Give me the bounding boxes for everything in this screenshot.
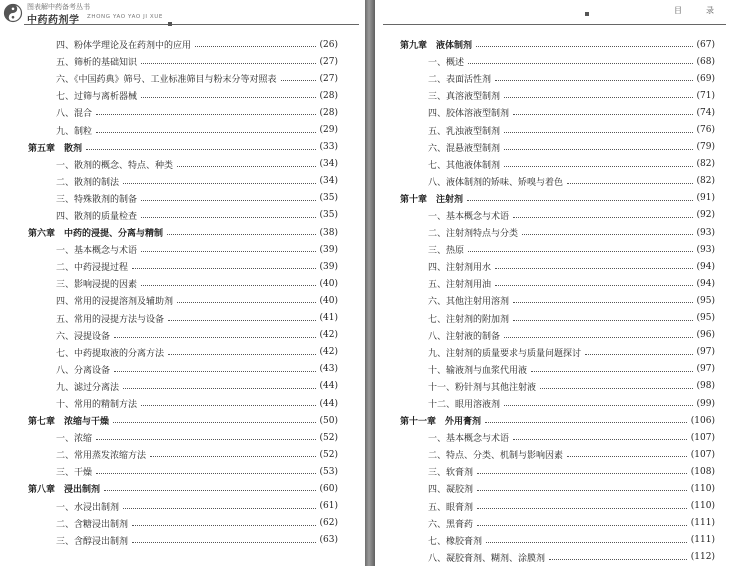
toc-section-entry (28, 446, 338, 463)
toc-page-number: (41) (319, 313, 338, 324)
toc-entry-title: 七、中药提取液的分离方法 (56, 348, 165, 359)
toc-section-entry (400, 156, 715, 173)
toc-page-number: (111) (690, 535, 715, 546)
toc-page-number: (82) (696, 159, 715, 170)
toc-section-entry (400, 241, 715, 258)
toc-entry-title: 一、散剂的概念、特点、种类 (56, 160, 174, 171)
toc-entry-title: 八、分离设备 (56, 365, 111, 376)
toc-page-number: (67) (696, 39, 715, 50)
toc-dot-leader (123, 508, 316, 509)
toc-page-number: (33) (319, 142, 338, 153)
toc-page-number: (52) (319, 449, 338, 460)
toc-page-number: (53) (319, 466, 338, 477)
toc-entry-title: 三、影响浸提的因素 (56, 280, 138, 291)
toc-page-number: (44) (319, 398, 338, 409)
toc-dot-leader (567, 183, 693, 184)
toc-dot-leader (495, 80, 693, 81)
toc-page-number: (97) (696, 347, 715, 358)
toc-section-entry (400, 292, 715, 309)
toc-page-number: (44) (319, 381, 338, 392)
toc-section-entry (28, 361, 338, 378)
toc-entry-title: 二、表面活性剂 (428, 75, 492, 86)
toc-dot-leader (132, 268, 316, 269)
toc-page-number: (50) (319, 415, 338, 426)
toc-section-entry (28, 515, 338, 532)
toc-page-number: (43) (319, 364, 338, 375)
toc-entry-title: 九、滤过分离法 (56, 382, 120, 393)
toc-page-number: (112) (690, 552, 715, 563)
toc-page-number: (28) (319, 90, 338, 101)
toc-entry-title: 八、凝胶膏剂、糊剂、涂膜剂 (428, 553, 546, 564)
toc-page-number: (107) (690, 449, 715, 460)
toc-page-number: (61) (319, 501, 338, 512)
toc-section-entry (28, 70, 338, 87)
toc-entry-title: 七、注射剂的附加剂 (428, 314, 510, 325)
toc-entry-title: 第八章 浸出制剂 (28, 485, 101, 496)
toc-page-number: (63) (319, 535, 338, 546)
toc-dot-leader (96, 473, 316, 474)
toc-page-number: (38) (319, 227, 338, 238)
toc-page-number: (74) (696, 107, 715, 118)
toc-section-entry (28, 207, 338, 224)
toc-dot-leader (522, 234, 693, 235)
toc-dot-leader (486, 542, 687, 543)
toc-dot-leader (513, 320, 693, 321)
toc-section-entry (400, 429, 715, 446)
toc-dot-leader (132, 525, 316, 526)
toc-page-number: (91) (696, 193, 715, 204)
toc-page-number: (40) (319, 278, 338, 289)
toc-chapter-entry (28, 412, 338, 429)
toc-entry-title: 五、乳浊液型制剂 (428, 126, 501, 137)
toc-section-entry (400, 310, 715, 327)
toc-page-number: (34) (319, 176, 338, 187)
toc-entry-title: 三、真溶液型制剂 (428, 92, 501, 103)
toc-section-entry (400, 480, 715, 497)
toc-dot-leader (167, 234, 316, 235)
toc-entry-title: 七、其他液体制剂 (428, 160, 501, 171)
toc-dot-leader (504, 405, 693, 406)
toc-list-left (28, 36, 338, 549)
toc-page-number: (110) (690, 501, 715, 512)
toc-page-number: (71) (696, 90, 715, 101)
toc-section-entry (28, 378, 338, 395)
toc-dot-leader (86, 149, 316, 150)
toc-page-number: (62) (319, 518, 338, 529)
toc-section-entry (28, 532, 338, 549)
toc-dot-leader (513, 302, 693, 303)
toc-entry-title: 三、特殊散剂的制备 (56, 194, 138, 205)
book-title-pinyin: ZHONG YAO YAO JI XUE (87, 14, 163, 20)
toc-dot-leader (513, 439, 687, 440)
toc-section-entry (400, 173, 715, 190)
toc-entry-title: 第五章 散剂 (28, 143, 83, 154)
toc-section-entry (28, 463, 338, 480)
toc-entry-title: 六、黑膏药 (428, 519, 474, 530)
toc-entry-title: 二、散剂的制法 (56, 177, 120, 188)
toc-entry-title: 五、筛析的基础知识 (56, 58, 138, 69)
toc-dot-leader (468, 63, 693, 64)
toc-list-right (400, 36, 715, 566)
toc-entry-title: 二、特点、分类、机制与影响因素 (428, 451, 564, 462)
toc-entry-title: 四、胶体溶液型制剂 (428, 109, 510, 120)
toc-dot-leader (141, 63, 316, 64)
toc-dot-leader (585, 354, 693, 355)
toc-dot-leader (141, 285, 316, 286)
toc-chapter-entry (28, 480, 338, 497)
toc-section-entry (28, 36, 338, 53)
toc-entry-title: 二、含糖浸出制剂 (56, 519, 129, 530)
header-rule-marker (168, 22, 172, 26)
toc-entry-title: 十一、粉针剂与其他注射液 (428, 382, 537, 393)
toc-page-number: (69) (696, 73, 715, 84)
toc-dot-leader (513, 114, 693, 115)
toc-dot-leader (141, 200, 316, 201)
toc-dot-leader (485, 422, 687, 423)
toc-entry-title: 一、概述 (428, 58, 465, 69)
toc-dot-leader (141, 251, 316, 252)
toc-section-entry (400, 139, 715, 156)
toc-page-number: (39) (319, 261, 338, 272)
toc-dot-leader (114, 371, 316, 372)
toc-page-number: (94) (696, 261, 715, 272)
book-title: 中药药剂学 (27, 15, 80, 26)
toc-section-entry (28, 310, 338, 327)
toc-entry-title: 十、常用的精制方法 (56, 400, 138, 411)
toc-page-number: (34) (319, 159, 338, 170)
toc-dot-leader (177, 166, 316, 167)
toc-dot-leader (96, 132, 316, 133)
toc-entry-title: 第六章 中药的浸提、分离与精制 (28, 229, 164, 240)
book-series-logo (3, 3, 23, 23)
toc-chapter-entry (28, 139, 338, 156)
toc-dot-leader (504, 166, 693, 167)
toc-entry-title: 二、注射剂特点与分类 (428, 229, 519, 240)
toc-page-number: (35) (319, 193, 338, 204)
toc-heading: 目 录 (674, 6, 722, 15)
toc-dot-leader (549, 559, 687, 560)
toc-section-entry (28, 292, 338, 309)
toc-dot-leader (477, 525, 687, 526)
toc-section-entry (400, 207, 715, 224)
toc-section-entry (400, 87, 715, 104)
toc-dot-leader (195, 46, 316, 47)
toc-dot-leader (513, 217, 693, 218)
toc-page-number: (92) (696, 210, 715, 221)
toc-section-entry (400, 378, 715, 395)
toc-section-entry (400, 275, 715, 292)
toc-page-number: (106) (690, 415, 715, 426)
toc-section-entry (28, 53, 338, 70)
toc-page-number: (68) (696, 56, 715, 67)
toc-page-number: (107) (690, 432, 715, 443)
toc-section-entry (28, 104, 338, 121)
toc-section-entry (400, 532, 715, 549)
toc-entry-title: 第十一章 外用膏剂 (400, 417, 482, 428)
toc-page-number: (27) (319, 56, 338, 67)
toc-section-entry (28, 190, 338, 207)
toc-entry-title: 三、干燥 (56, 468, 93, 479)
toc-dot-leader (168, 354, 316, 355)
toc-page-number: (27) (319, 73, 338, 84)
toc-entry-title: 四、散剂的质量检查 (56, 211, 138, 222)
toc-dot-leader (504, 97, 693, 98)
toc-dot-leader (281, 80, 316, 81)
toc-entry-title: 四、粉体学理论及在药剂中的应用 (56, 41, 192, 52)
toc-entry-title: 五、注射剂用油 (428, 280, 492, 291)
toc-entry-title: 八、注射液的制备 (428, 331, 501, 342)
toc-page-number: (111) (690, 518, 715, 529)
toc-dot-leader (477, 490, 687, 491)
toc-dot-leader (495, 268, 693, 269)
toc-section-entry (28, 173, 338, 190)
toc-entry-title: 五、常用的浸提方法与设备 (56, 314, 165, 325)
toc-entry-title: 一、基本概念与术语 (428, 211, 510, 222)
toc-dot-leader (113, 422, 316, 423)
toc-entry-title: 一、浓缩 (56, 434, 93, 445)
right-page (375, 0, 746, 566)
toc-entry-title: 第七章 浓缩与干燥 (28, 417, 110, 428)
toc-dot-leader (468, 251, 693, 252)
toc-entry-title: 八、液体制剂的矫味、矫嗅与着色 (428, 177, 564, 188)
toc-dot-leader (96, 439, 316, 440)
toc-section-entry (400, 549, 715, 566)
toc-dot-leader (540, 388, 693, 389)
toc-entry-title: 八、混合 (56, 109, 93, 120)
toc-dot-leader (476, 46, 693, 47)
toc-entry-title: 七、过筛与离析器械 (56, 92, 138, 103)
toc-section-entry (28, 327, 338, 344)
toc-dot-leader (531, 371, 693, 372)
toc-section-entry (400, 361, 715, 378)
toc-entry-title: 九、制粒 (56, 126, 93, 137)
toc-entry-title: 二、常用蒸发浓缩方法 (56, 451, 147, 462)
toc-section-entry (28, 258, 338, 275)
toc-section-entry (400, 344, 715, 361)
toc-dot-leader (132, 542, 316, 543)
toc-section-entry (400, 395, 715, 412)
toc-entry-title: 六、其他注射用溶剂 (428, 297, 510, 308)
toc-dot-leader (123, 183, 316, 184)
toc-page-number: (60) (319, 483, 338, 494)
toc-dot-leader (477, 473, 687, 474)
toc-entry-title: 二、中药浸提过程 (56, 263, 129, 274)
toc-section-entry (28, 87, 338, 104)
toc-section-entry (28, 429, 338, 446)
toc-dot-leader (123, 388, 316, 389)
toc-section-entry (400, 498, 715, 515)
toc-section-entry (28, 344, 338, 361)
toc-page-number: (110) (690, 483, 715, 494)
toc-entry-title: 四、凝胶剂 (428, 485, 474, 496)
toc-section-entry (28, 156, 338, 173)
toc-page-number: (42) (319, 347, 338, 358)
toc-section-entry (400, 327, 715, 344)
book-spine-gutter (365, 0, 375, 566)
toc-entry-title: 六、《中国药典》筛号、工业标准筛目与粉末分等对照表 (56, 75, 277, 86)
toc-entry-title: 九、注射剂的质量要求与质量问题探讨 (428, 348, 582, 359)
toc-dot-leader (504, 337, 693, 338)
toc-entry-title: 第九章 液体制剂 (400, 41, 473, 52)
toc-page-number: (40) (319, 295, 338, 306)
toc-page-number: (79) (696, 142, 715, 153)
toc-page-number: (39) (319, 244, 338, 255)
toc-section-entry (400, 121, 715, 138)
toc-chapter-entry (400, 190, 715, 207)
left-page (0, 0, 365, 566)
toc-dot-leader (96, 114, 316, 115)
toc-entry-title: 第十章 注射剂 (400, 194, 464, 205)
toc-dot-leader (504, 149, 693, 150)
toc-entry-title: 三、热原 (428, 246, 465, 257)
toc-dot-leader (495, 285, 693, 286)
toc-section-entry (400, 463, 715, 480)
toc-section-entry (28, 395, 338, 412)
toc-section-entry (28, 275, 338, 292)
toc-entry-title: 四、注射剂用水 (428, 263, 492, 274)
toc-section-entry (400, 70, 715, 87)
toc-page-number: (29) (319, 125, 338, 136)
toc-chapter-entry (400, 412, 715, 429)
toc-entry-title: 五、眼膏剂 (428, 502, 474, 513)
toc-page-number: (98) (696, 381, 715, 392)
toc-entry-title: 三、含醇浸出制剂 (56, 536, 129, 547)
toc-entry-title: 一、水浸出制剂 (56, 502, 120, 513)
toc-page-number: (97) (696, 364, 715, 375)
book-series-name: 图表解中药备考丛书 (27, 3, 90, 11)
toc-page-number: (93) (696, 244, 715, 255)
toc-dot-leader (150, 456, 316, 457)
toc-page-number: (94) (696, 278, 715, 289)
toc-section-entry (400, 104, 715, 121)
toc-dot-leader (168, 320, 316, 321)
toc-page-number: (52) (319, 432, 338, 443)
toc-page-number: (95) (696, 313, 715, 324)
toc-page-number: (96) (696, 330, 715, 341)
toc-dot-leader (141, 217, 316, 218)
toc-entry-title: 六、浸提设备 (56, 331, 111, 342)
toc-entry-title: 一、基本概念与术语 (428, 434, 510, 445)
toc-dot-leader (467, 200, 693, 201)
header-rule-marker (585, 12, 589, 16)
toc-dot-leader (104, 490, 316, 491)
toc-dot-leader (114, 337, 316, 338)
toc-page-number: (99) (696, 398, 715, 409)
toc-page-number: (95) (696, 295, 715, 306)
toc-section-entry (28, 241, 338, 258)
toc-chapter-entry (28, 224, 338, 241)
toc-entry-title: 一、基本概念与术语 (56, 246, 138, 257)
toc-dot-leader (141, 405, 316, 406)
toc-dot-leader (477, 508, 687, 509)
toc-entry-title: 四、常用的浸提溶剂及辅助剂 (56, 297, 174, 308)
toc-page-number: (26) (319, 39, 338, 50)
toc-entry-title: 十、输液剂与血浆代用液 (428, 365, 528, 376)
toc-dot-leader (177, 302, 316, 303)
toc-page-number: (76) (696, 125, 715, 136)
toc-entry-title: 三、软膏剂 (428, 468, 474, 479)
toc-dot-leader (141, 97, 316, 98)
toc-dot-leader (504, 132, 693, 133)
header-rule (24, 24, 359, 25)
toc-entry-title: 十二、眼用溶液剂 (428, 400, 501, 411)
toc-page-number: (82) (696, 176, 715, 187)
toc-dot-leader (567, 456, 687, 457)
toc-section-entry (400, 446, 715, 463)
toc-page-number: (35) (319, 210, 338, 221)
toc-page-number: (28) (319, 107, 338, 118)
toc-section-entry (400, 515, 715, 532)
toc-chapter-entry (400, 36, 715, 53)
header-rule (383, 24, 726, 25)
toc-entry-title: 六、混悬液型制剂 (428, 143, 501, 154)
toc-page-number: (108) (690, 466, 715, 477)
toc-section-entry (28, 498, 338, 515)
toc-page-number: (93) (696, 227, 715, 238)
toc-section-entry (400, 53, 715, 70)
toc-page-number: (42) (319, 330, 338, 341)
toc-entry-title: 七、橡胶膏剂 (428, 536, 483, 547)
toc-section-entry (400, 224, 715, 241)
toc-section-entry (28, 121, 338, 138)
toc-section-entry (400, 258, 715, 275)
